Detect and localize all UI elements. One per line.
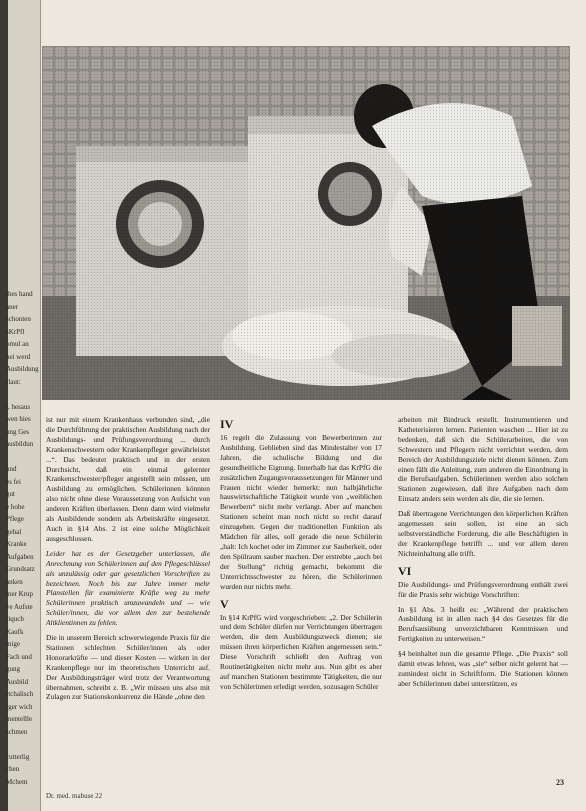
gutter-fragment: und bbox=[6, 465, 17, 473]
gutter-fragment: mige bbox=[6, 640, 20, 648]
gutter-fragment: rtchalisch bbox=[6, 690, 34, 698]
gutter-fragment: Kaufk bbox=[6, 627, 24, 636]
gutter-fragment: Aufgaben bbox=[6, 552, 34, 561]
photo-illustration bbox=[42, 46, 570, 400]
gutter-fragment: ung Ges bbox=[6, 427, 30, 436]
gutter-fragment: sKrPfl bbox=[6, 327, 25, 336]
gutter-fragment: rlaut: bbox=[6, 377, 21, 386]
gutter-fragment: mentellle bbox=[6, 715, 33, 723]
gutter-fragment: gut bbox=[6, 490, 15, 498]
text-column-2 bbox=[220, 415, 382, 697]
gutter-fragment: Fach und bbox=[6, 652, 32, 661]
gutter-fragment: aner bbox=[6, 302, 19, 311]
section-heading-v: V bbox=[220, 596, 229, 611]
gutter-fragment: hei werd bbox=[6, 352, 31, 361]
gutter-fragment: cutterlig bbox=[6, 752, 30, 761]
paragraph: arbeiten mit Bindruck erstellt. Instrumentieren und Katheterisieren lernen. Patienten waschen ... Hier ist zu bedenken, daß sich die Schülerarbeiten, die von Schwestern und Pflegern nicht verrichtet werden, dem Bereich der Ausbildungsziele nicht dienen können. Zum einen fällt die Anleitung, zum anderen die Einordnung in die Berufsaufgaben. Schülerinnen werden also solchen Stationen zugewiesen, daß ihre Aufgaben nach dem Einsatz anders sein werden als die, die sie lernen. bbox=[398, 415, 568, 504]
paragraph: ist nur mit einem Krankenhaus verbunden sind, „die die Durchführung der praktischen Ausbildung nach der Ausbildungs- und Prüfungsverordnung ... durch Krankenschwestern oder Krankenpfleger gewährleistet ...“. Das bedeutet praktisch und in der ersten Durchsicht, daß ein einmal gelernter Krankenschwester/pfleger angestellt sein müssen, um Ausbildung zu ermöglichen. Schülerinnen könnten also nicht ohne diese Voraussetzung von Aufsicht von anderen Kräften überlassen. Denn dann wird vielmehr als Ausbildende sondern als Arbeitskräfte eingesetzt. Auch in §14 Abs. 2 ist eine solche Möglichkeit ausgeschlossen. bbox=[46, 415, 210, 543]
paragraph: §4 beinhaltet nun die gesamte Pflege. „Die Praxis“ soll damit etwas lehren, was „sie“ selber nicht gelernt hat — zumindest nicht in Schriftform. Die Stationen können aber Schülerinnen dabei unterstützen, es bbox=[398, 649, 568, 688]
gutter-fragment: Mchem bbox=[6, 777, 28, 786]
gutter-fragment: schmen bbox=[6, 727, 28, 736]
page-number: 23 bbox=[556, 778, 564, 787]
gutter-fragment: Pflege bbox=[6, 515, 24, 523]
gutter-fragment: riquch bbox=[6, 615, 24, 623]
gutter-fragment: es fei bbox=[6, 477, 21, 486]
gutter-fragment: omul an bbox=[6, 340, 29, 348]
gutter-fragment: wen hies bbox=[6, 415, 31, 423]
gutter-fragment: Kranke bbox=[6, 540, 27, 548]
paragraph: Leider hat es der Gesetzgeber unterlassen, die Anrechnung von Schülerinnen auf den Pflegeschlüssel als unzulässig oder gar gesetzlichen Vorschriften zu bezeichnen. Noch bis zur Jahre immer mehr Planstellen für examinierte Kräfte weg zu mehr Schülerinnen praktisch umzuwandeln und — wie Schüler/innen, die vor allem den zur bestehende Altklientinnen zu fehlen. bbox=[46, 548, 210, 628]
gutter-fragment: rger wich bbox=[6, 702, 33, 711]
paragraph: Daß übertragene Verrichtungen den körperlichen Kräften angemessen sein sollen, ist eine an sich selbstverständliche Forderung, die alle Beschäftigten in der Krankenpflege betrifft ... und vor allem deren Nichteinhaltung alle trifft. bbox=[398, 509, 568, 558]
gutter-fragment: anken bbox=[6, 577, 23, 586]
gutter-fragment: ve Aufste bbox=[6, 602, 33, 611]
section-heading-iv: IV bbox=[220, 417, 234, 431]
gutter-fragment: mer Krup bbox=[6, 590, 34, 598]
paragraph: In §14 KrPfG wird vorgeschrieben: „2. Der Schülerin und dem Schüler dürfen nur Verrichtungen übertragen werden, die dem Ausbildungszweck dienen; sie müssen ihren körperlichen Kräften angemessen sein.“ Diese Vorschrift schließt den Auftrag von Routinetätigkeiten nicht mehr aus. Nun gibt es aber auf manchen Stationen bestimmte Tätigkeiten, die nur von Schülerinnen erledigt werden, sozusagen Schüler bbox=[220, 612, 382, 691]
gutter-fragment: ausbildun bbox=[6, 440, 34, 448]
text-column-3 bbox=[398, 415, 568, 694]
section-heading-vi: VI bbox=[398, 563, 412, 578]
previous-page-gutter bbox=[0, 0, 41, 811]
gutter-fragment: Ausbildung bbox=[6, 365, 39, 373]
paragraph: Die in unserem Bereich schwerwiegende Praxis für die Stationen schlechten Schüler/innen als oder Honorarkräfte — und dieser Kosten — wirken in der Krankenpflege nur im theoretischen Unterricht auf. Der Ausbildungsträger wird trotz der Verantwortung übernahmen, schreibt z. B. „Wir müssen uns also mit Zulagen zur Stationskonkurrenz die Hände „ohne den bbox=[46, 633, 210, 702]
paragraph: Die Ausbildungs- und Prüfungsverordnung enthält zwei für die Praxis sehr wichtige Vorschriften: bbox=[398, 579, 568, 599]
paragraph: 16 regelt die Zulassung von Bewerberinnen zur Ausbildung. Geblieben sind das Mindestalter von 17 Jahren, die schulische Bildung und die gesundheitliche Eignung. Innerhalb hat das KrPfG die zusätzlichen Zugangsvoraussetzungen für Männer und Frauen nicht wieder bemerkt: nun halbjährliche hauswirtschaftliche Tätigkeit wurde von „weiblichen Bewerbern“ nicht mehr verlangt. Aber auf manchen Stationen scheint man noch nicht so recht darauf einzugehen. Gegen der traditionellen Funktion als Mädchen für alles, soll gerade die neue Schülerin „halt: Ich kochet oder im Zimmer zur Sauberkeit, oder den Spülraum sauber machen. Der erstrebte „auch bei der Stellung“ richtig gemacht, bekommt die Unterrichtsschwester zu hören, die Schülerinnen wurden nur nichts mehr. bbox=[220, 433, 382, 591]
gutter-fragment: Grundsatz bbox=[6, 565, 35, 573]
gutter-fragment: e hohe bbox=[6, 502, 25, 511]
text-column-1 bbox=[46, 415, 210, 707]
gutter-fragment: schonten bbox=[6, 315, 31, 323]
gutter-fragment: gehal bbox=[6, 527, 22, 536]
gutter-fragment: t, hesaus bbox=[6, 402, 31, 411]
gutter-fragment: gung bbox=[6, 665, 20, 673]
paragraph: In §1 Abs. 3 heißt es: „Während der praktischen Ausbildung ist in allen nach §4 des Gesetzes für die Berufsausübung unverzichtbaren Kenntnissen und Fertigkeiten zu unterweisen.“ bbox=[398, 604, 568, 644]
gutter-fragment: Ausbild bbox=[6, 677, 29, 686]
photo-washing-machines bbox=[42, 46, 570, 400]
gutter-fragment: thes hand bbox=[6, 290, 33, 298]
magazine-footer: Dr. med. mabuse 22 bbox=[46, 792, 103, 800]
gutter-fragment: chen bbox=[6, 765, 20, 773]
